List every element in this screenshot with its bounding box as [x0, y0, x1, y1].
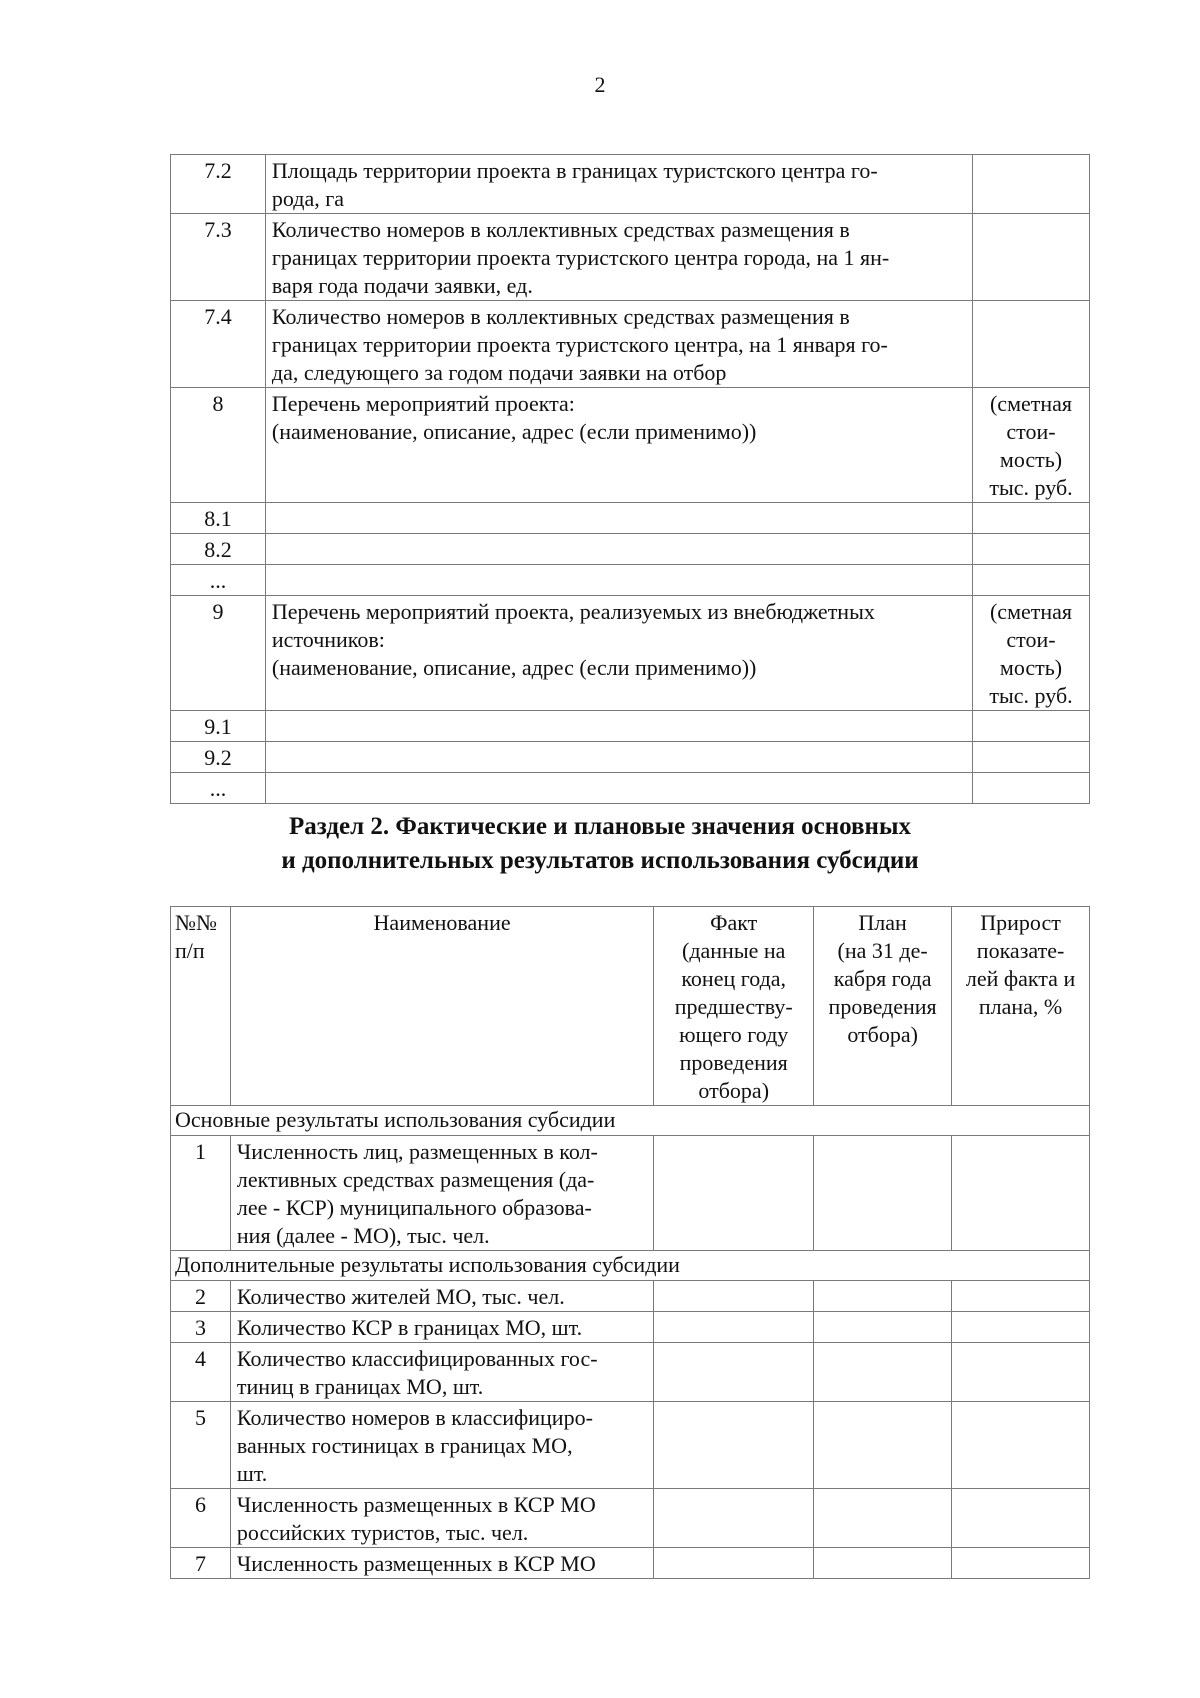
row-number: 9.1 [171, 711, 266, 742]
table-row [171, 214, 1090, 301]
row-fact-cell [654, 1136, 814, 1251]
project-parameters-table [170, 154, 1090, 804]
header-num: №№ п/п [171, 907, 231, 1106]
row-growth-cell [952, 1548, 1090, 1579]
row-growth-cell [952, 1136, 1090, 1251]
row-num: 2 [171, 1281, 231, 1312]
group-row-main [171, 1106, 1090, 1136]
row-description [265, 503, 972, 534]
results-header-row [171, 907, 1090, 1106]
row-plan-cell [814, 1281, 952, 1312]
row-name: Численность размещенных в КСР МО [230, 1548, 653, 1579]
table-row [171, 773, 1090, 804]
row-cost [973, 711, 1090, 742]
row-description [265, 742, 972, 773]
table-row [171, 534, 1090, 565]
table-row [171, 1136, 1090, 1251]
row-cost [973, 565, 1090, 596]
row-plan-cell [814, 1402, 952, 1489]
row-num: 7 [171, 1548, 231, 1579]
row-fact-cell [654, 1489, 814, 1548]
row-fact-cell [654, 1343, 814, 1402]
row-name: Количество классифицированных гос- тиниц в границах МО, шт. [230, 1343, 653, 1402]
row-num: 1 [171, 1136, 231, 1251]
row-cost [973, 155, 1090, 214]
group-row-extra [171, 1251, 1090, 1281]
row-growth-cell [952, 1343, 1090, 1402]
table-row [171, 742, 1090, 773]
row-cost [973, 214, 1090, 301]
row-growth-cell [952, 1312, 1090, 1343]
row-description: Перечень мероприятий проекта, реализуемых из внебюджетных источников: (наименование, описание, адрес (если применимо)) [265, 596, 972, 711]
header-growth: Прирост показате- лей факта и плана, % [952, 907, 1090, 1106]
row-cost [973, 742, 1090, 773]
row-description [265, 565, 972, 596]
row-name: Количество номеров в классифициро- ванных гостиницах в границах МО, шт. [230, 1402, 653, 1489]
group-main-label: Основные результаты использования субсидии [171, 1106, 1090, 1136]
table-row [171, 1343, 1090, 1402]
row-number: ... [171, 773, 266, 804]
row-number: 9.2 [171, 742, 266, 773]
row-number: 7.2 [171, 155, 266, 214]
row-number: 8 [171, 388, 266, 503]
table-row [171, 1281, 1090, 1312]
results-extra-body [171, 1281, 1090, 1579]
row-description: Количество номеров в коллективных средствах размещения в границах территории проекта туристского центра, на 1 января го- да, следующего за годом подачи заявки на отбор [265, 301, 972, 388]
table-row [171, 565, 1090, 596]
row-description [265, 711, 972, 742]
row-plan-cell [814, 1343, 952, 1402]
row-num: 5 [171, 1402, 231, 1489]
row-fact-cell [654, 1402, 814, 1489]
row-description: Перечень мероприятий проекта: (наименование, описание, адрес (если применимо)) [265, 388, 972, 503]
row-plan-cell [814, 1548, 952, 1579]
row-growth-cell [952, 1402, 1090, 1489]
row-cost [973, 301, 1090, 388]
results-table [170, 906, 1090, 1579]
table-row [171, 388, 1090, 503]
row-plan-cell [814, 1312, 952, 1343]
header-plan: План (на 31 де- кабря года проведения отбора) [814, 907, 952, 1106]
row-plan-cell [814, 1489, 952, 1548]
row-fact-cell [654, 1281, 814, 1312]
page-number: 2 [594, 72, 606, 97]
header-fact: Факт (данные на конец года, предшеству- ющего году проведения отбора) [654, 907, 814, 1106]
section-2-title-line2: и дополнительных результатов использования субсидии [281, 847, 919, 874]
row-name: Численность размещенных в КСР МО российских туристов, тыс. чел. [230, 1489, 653, 1548]
table-row [171, 596, 1090, 711]
row-description: Количество номеров в коллективных средствах размещения в границах территории проекта туристского центра города, на 1 ян- варя года подачи заявки, ед. [265, 214, 972, 301]
row-number: ... [171, 565, 266, 596]
row-cost [973, 773, 1090, 804]
section-2-title-line1: Раздел 2. Фактические и плановые значения основных [289, 813, 911, 840]
row-cost [973, 503, 1090, 534]
table-row [171, 155, 1090, 214]
row-description [265, 773, 972, 804]
row-number: 7.3 [171, 214, 266, 301]
row-number: 7.4 [171, 301, 266, 388]
row-number: 9 [171, 596, 266, 711]
row-description: Площадь территории проекта в границах туристского центра го- рода, га [265, 155, 972, 214]
row-description [265, 534, 972, 565]
row-num: 3 [171, 1312, 231, 1343]
header-name: Наименование [230, 907, 653, 1106]
section-2-title [0, 810, 1200, 878]
row-growth-cell [952, 1281, 1090, 1312]
row-cost: (сметная стои- мость) тыс. руб. [973, 596, 1090, 711]
row-fact-cell [654, 1312, 814, 1343]
table-row [171, 503, 1090, 534]
row-num: 6 [171, 1489, 231, 1548]
row-name: Количество КСР в границах МО, шт. [230, 1312, 653, 1343]
row-name: Численность лиц, размещенных в кол- лективных средствах размещения (да- лее - КСР) муниципального образова- ния (далее - МО), тыс. чел. [230, 1136, 653, 1251]
table-row [171, 1402, 1090, 1489]
table-row [171, 301, 1090, 388]
table-row [171, 711, 1090, 742]
row-fact-cell [654, 1548, 814, 1579]
row-number: 8.1 [171, 503, 266, 534]
row-num: 4 [171, 1343, 231, 1402]
table-row [171, 1548, 1090, 1579]
row-name: Количество жителей МО, тыс. чел. [230, 1281, 653, 1312]
project-parameters-body [171, 155, 1090, 804]
group-extra-label: Дополнительные результаты использования субсидии [171, 1251, 1090, 1281]
row-growth-cell [952, 1489, 1090, 1548]
row-plan-cell [814, 1136, 952, 1251]
table-row [171, 1489, 1090, 1548]
row-number: 8.2 [171, 534, 266, 565]
row-cost: (сметная стои- мость) тыс. руб. [973, 388, 1090, 503]
row-cost [973, 534, 1090, 565]
table-row [171, 1312, 1090, 1343]
